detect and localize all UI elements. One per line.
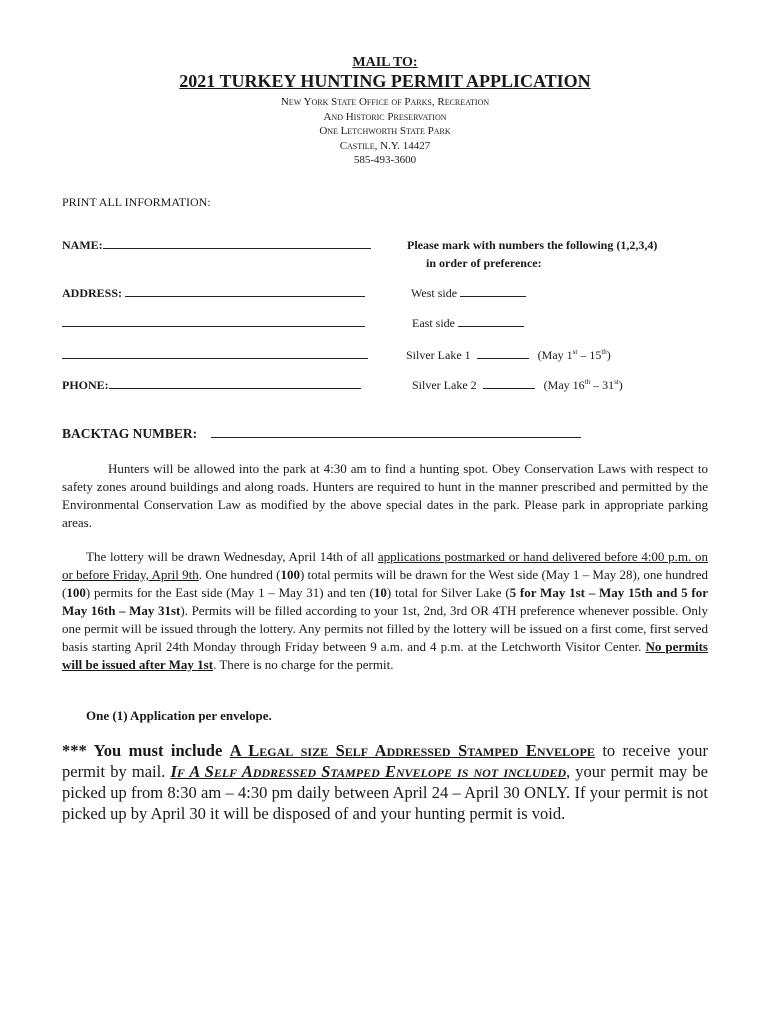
pickup-instructions: , your permit may be picked up from 8:30 am – 4:30 pm daily between April 24 – April 30 ONLY. If your permit is not picked up by April 30 it will be disposed of and your hunting permit is void.	[62, 762, 708, 823]
lottery-rest-d: ) total for Silver Lake (	[386, 585, 510, 600]
west-side-label: West side	[411, 286, 458, 300]
address-field-2[interactable]	[62, 316, 365, 331]
legal-envelope-requirement: A Legal size Self Addressed Stamped Envelope	[229, 741, 595, 760]
address-line-2: And Historic Preservation	[323, 110, 447, 123]
print-all-instruction: PRINT ALL INFORMATION:	[62, 195, 211, 209]
silver-lake-1-dates: (May 1st – 15th)	[537, 348, 611, 362]
rules-text: Hunters will be allowed into the park at 4:30 am to find a hunting spot. Obey Conservation Laws with respect to safety zones around buildings and along roads. Hunters are required to hunt in the manner prescribed and permitted by the Environmental Conservation Law as modified by the above special dates in the park. Please park in appropriate parking areas.	[62, 461, 708, 530]
address-line-b[interactable]	[62, 325, 365, 327]
lottery-text	[62, 548, 708, 674]
silver-lake-1-label: Silver Lake 1	[406, 348, 471, 362]
lottery-rest-b: ) total permits will be drawn for the West side (May 1 – May 28), one hundred (	[62, 567, 709, 600]
name-line[interactable]	[103, 247, 371, 249]
envelope-not-included: If A Self Addressed Stamped Envelope is not included	[170, 762, 566, 781]
mailing-address	[0, 95, 770, 168]
envelope-notice	[62, 740, 708, 824]
lottery-intro: The lottery will be drawn Wednesday, April 14th of all	[86, 549, 378, 564]
east-side-blank[interactable]	[458, 325, 524, 327]
name-label: NAME:	[62, 238, 103, 252]
address-line-1: New York State Office of Parks, Recreation	[280, 96, 490, 108]
address-label: ADDRESS:	[62, 286, 123, 300]
postmark-deadline: applications postmarked or hand delivered before 4:00 p.m. on or before Friday, April 9th	[62, 549, 708, 582]
address-line-a[interactable]	[125, 295, 365, 297]
one-application-note: One (1) Application per envelope.	[86, 708, 272, 723]
lottery-paragraph	[62, 548, 708, 674]
east-count: 100	[66, 585, 86, 600]
address-field[interactable]	[62, 286, 365, 301]
silver-lake-1-option[interactable]	[406, 348, 611, 363]
east-side-option[interactable]	[412, 316, 524, 331]
envelope-notice-stars: *** You must include	[62, 741, 230, 760]
lottery-rest-a: . One hundred (	[198, 567, 281, 582]
name-field[interactable]	[62, 238, 371, 253]
no-permits-notice: No permits will be issued after May 1st	[62, 639, 708, 672]
east-side-label: East side	[412, 316, 455, 330]
phone-label: PHONE:	[62, 378, 109, 392]
lottery-rest-c: ) permits for the East side (May 1 – May 31) and ten (	[85, 585, 374, 600]
backtag-label: BACKTAG NUMBER:	[62, 426, 198, 441]
west-side-blank[interactable]	[460, 295, 526, 297]
phone-field[interactable]	[62, 378, 361, 393]
no-charge-notice: . There is no charge for the permit.	[213, 657, 394, 672]
address-line-3: One Letchworth State Park	[319, 125, 451, 137]
mail-to-heading: MAIL TO:	[352, 55, 418, 70]
address-field-3[interactable]	[62, 348, 368, 363]
lottery-rest-e: ). Permits will be filled according to your 1st, 2nd, 3rd OR 4TH preference whenever possible. Only one permit will be issued through the lottery. Any permits not filled by the lottery will be issued on a first come, first served basis starting April 24th Monday through Friday between 9 a.m. and 4 p.m. at the Letchworth Visitor Center.	[62, 603, 708, 654]
backtag-field[interactable]	[62, 426, 581, 442]
address-line-4: Castile, N.Y. 14427	[339, 139, 431, 152]
silver-lake-2-blank[interactable]	[483, 387, 535, 389]
west-count: 100	[280, 567, 300, 582]
phone-number: 585-493-3600	[353, 154, 417, 166]
backtag-line[interactable]	[211, 436, 581, 438]
rules-paragraph	[62, 460, 708, 532]
page-title: 2021 TURKEY HUNTING PERMIT APPLICATION	[179, 71, 591, 91]
west-side-option[interactable]	[411, 286, 526, 301]
silver-lake-2-option[interactable]	[412, 378, 623, 393]
phone-line[interactable]	[109, 387, 361, 389]
preference-instruction-2: in order of preference:	[426, 256, 542, 270]
silver-lake-2-label: Silver Lake 2	[412, 378, 477, 392]
address-line-c[interactable]	[62, 357, 368, 359]
silver-count: 10	[373, 585, 387, 600]
silver-lake-2-dates: (May 16th – 31st)	[543, 378, 623, 392]
silver-split: 5 for May 1st – May 15th and 5 for May 16th – May 31st	[62, 585, 708, 618]
envelope-notice-mid: to receive your permit by mail.	[62, 741, 708, 781]
preference-instruction-1: Please mark with numbers the following (1,2,3,4)	[407, 238, 658, 252]
silver-lake-1-blank[interactable]	[477, 357, 529, 359]
